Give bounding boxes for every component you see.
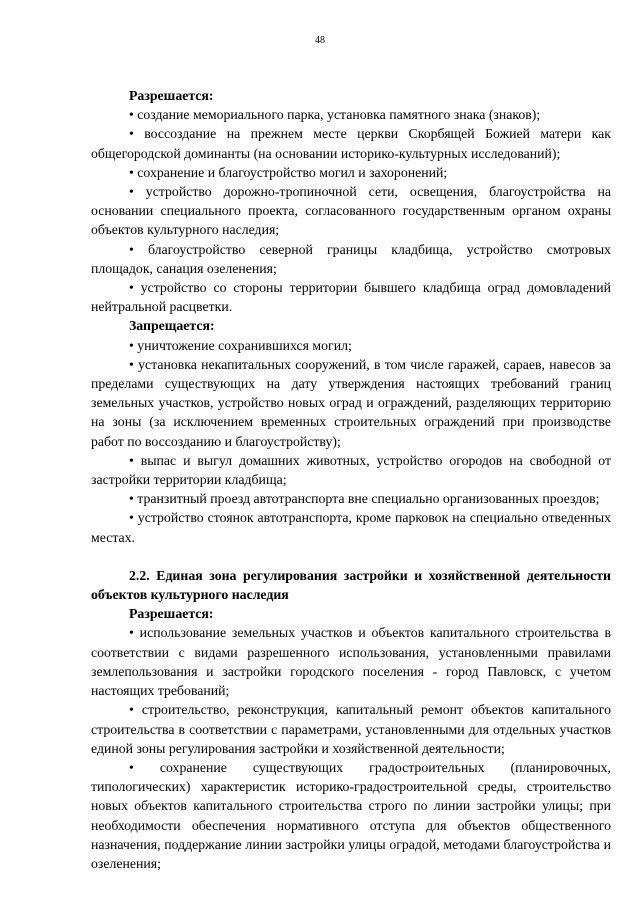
section-title: 2.2. Единая зона регулирования застройки и хозяйственной деятельности объектов культурного наследия — [91, 567, 611, 603]
list-item: • устройство стоянок автотранспорта, кроме парковок на специально отведенных местах. — [91, 510, 611, 545]
list-item: • использование земельных участков и объектов капитального строительства в соответствии с видами разрешенного использования, установленными правилами землепользования и застройки городского поселения - город Павловск, с учетом настоящих требований; — [91, 625, 611, 699]
list-item: • уничтожение сохранившихся могил; — [129, 337, 352, 353]
forbidden-heading: Запрещается: — [129, 318, 215, 334]
page-number: 48 — [315, 35, 325, 46]
list-item: • создание мемориального парка, установка памятного знака (знаков); — [129, 107, 541, 123]
allowed-heading: Разрешается: — [129, 606, 214, 622]
list-item: • выпас и выгул домашних животных, устройство огородов на свободной от застройки территории кладбища; — [91, 452, 611, 488]
list-item: • устройство дорожно-тропиночной сети, освещения, благоустройства на основании специального проекта, согласованного государственным органом охраны объектов культурного наследия; — [91, 184, 611, 238]
allowed-heading: Разрешается: — [129, 88, 214, 103]
list-item: • транзитный проезд автотранспорта вне специально организованных проездов; — [129, 491, 600, 507]
document-body — [91, 86, 611, 873]
list-item: • благоустройство северной границы кладбища, устройство смотровых площадок, санация озеленения; — [91, 241, 611, 276]
list-item: • сохранение существующих градостроительных (планировочных, типологических) характеристик историко-градостроительной среды, строительство новых объектов капитального строительства строго по линии застройки улицы; при необходимости обеспечения нормативного отступа для объектов общественного назначения, поддержание линии застройки улицы оградой, методами благоустройства и озеленения; — [91, 759, 611, 871]
list-item: • строительство, реконструкция, капитальный ремонт объектов капитального строительства в соответствии с параметрами, установленными для отдельных участков единой зоны регулирования застройки и хозяйственной деятельности; — [91, 702, 611, 756]
list-item: • установка некапитальных сооружений, в том числе гаражей, сараев, навесов за пределами существующих на дату утверждения настоящих требований границ земельных участков, устройство новых оград и ограждений, разделяющих территорию на зоны (за исключением временных строительных ограждений при производстве работ по воссозданию и благоустройству); — [91, 356, 611, 449]
list-item: • устройство со стороны территории бывшего кладбища оград домовладений нейтральной расцветки. — [91, 280, 611, 315]
list-item: • воссоздание на прежнем месте церкви Скорбящей Божией матери как общегородской доминанты (на основании историко-культурных исследований); — [91, 126, 611, 161]
list-item: • сохранение и благоустройство могил и захоронений; — [129, 164, 448, 180]
